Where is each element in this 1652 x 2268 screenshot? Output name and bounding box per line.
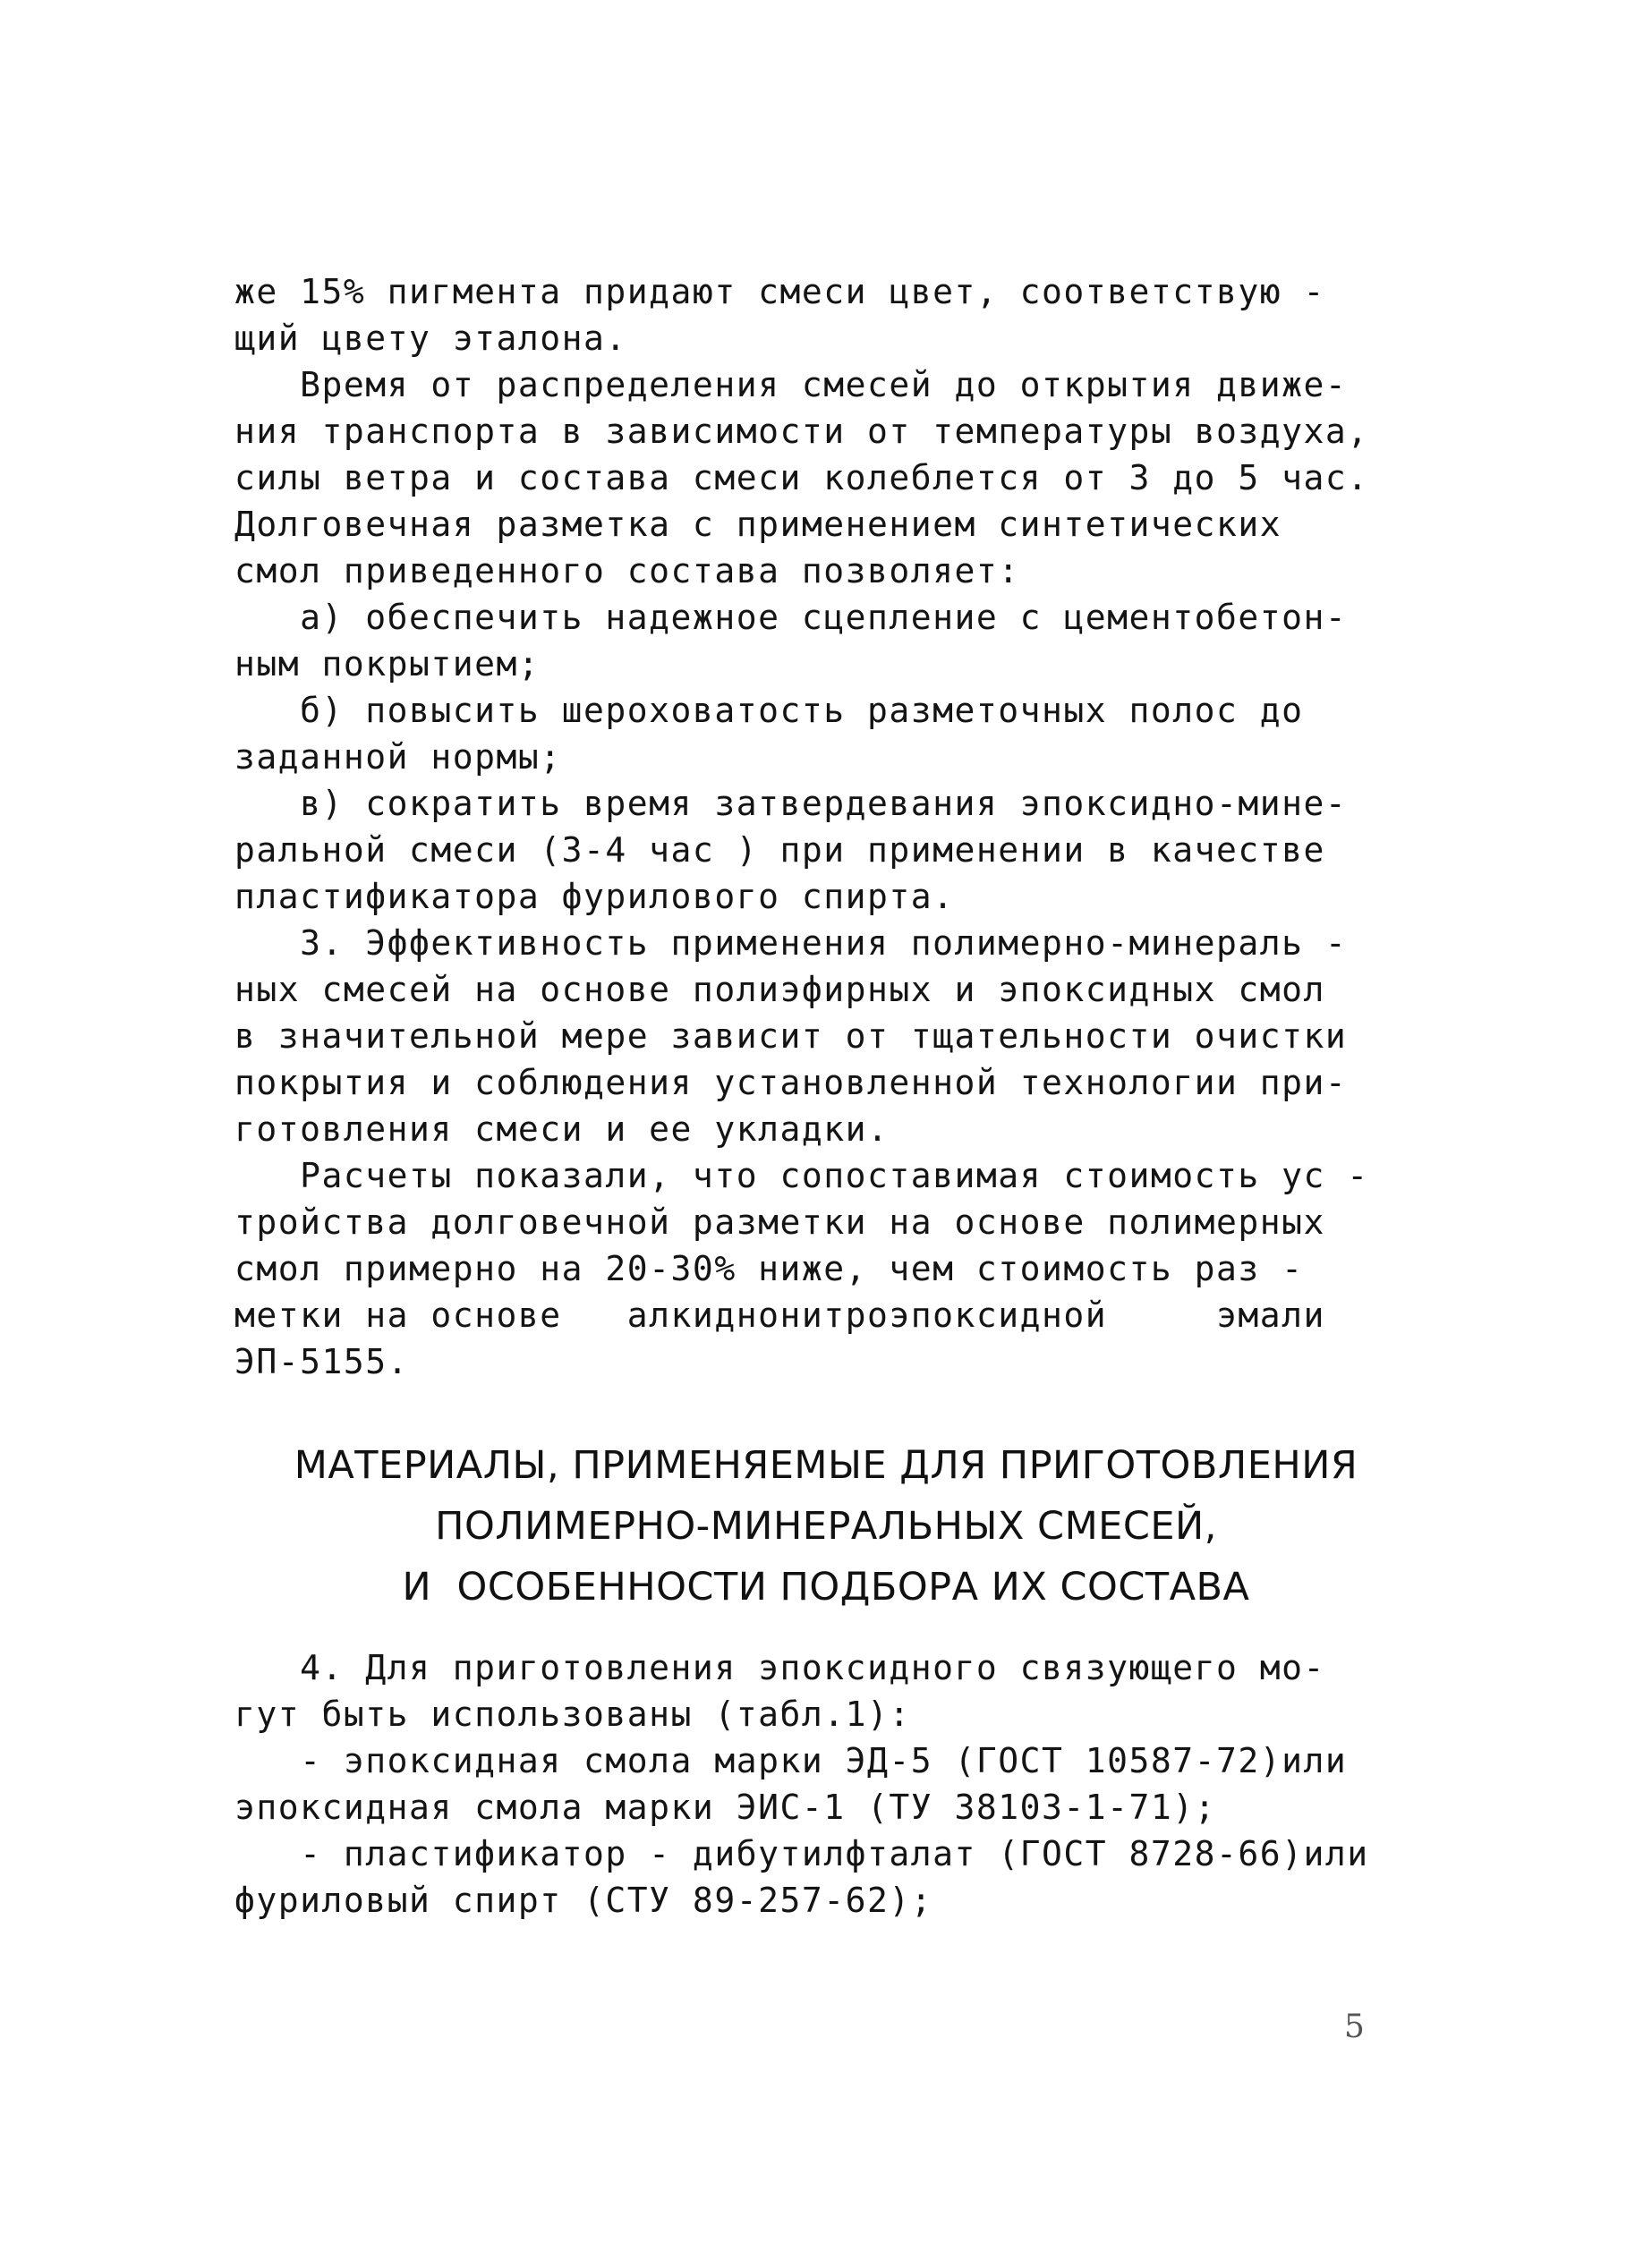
body-line: пластификатора фурилового спирта. <box>234 877 955 916</box>
section-line: 4. Для приготовления эпоксидного связующего мо- <box>234 1648 1325 1687</box>
body-line: Расчеты показали, что сопоставимая стоимость ус - <box>234 1156 1369 1195</box>
body-line: смол приведенного состава позволяет: <box>234 551 1020 590</box>
body-line: ральной смеси (3-4 час ) при применении в качестве <box>234 830 1325 870</box>
section-line: - пластификатор - дибутилфталат (ГОСТ 8728-66)или <box>234 1834 1369 1873</box>
section-heading-line: ПОЛИМЕРНО-МИНЕРАЛЬНЫХ СМЕСЕЙ, <box>435 1504 1217 1549</box>
body-line: в) сократить время затвердевания эпоксидно-мине- <box>234 784 1348 823</box>
body-line: щий цвету эталона. <box>234 319 627 358</box>
body-line: а) обеспечить надежное сцепление с цементобетон- <box>234 598 1348 637</box>
body-line: ЭП-5155. <box>234 1342 410 1381</box>
body-line: ных смесей на основе полиэфирных и эпоксидных смол <box>234 970 1325 1009</box>
section-line: эпоксидная смола марки ЭИС-1 (ТУ 38103-1-71); <box>234 1788 1217 1827</box>
section-line: гут быть использованы (табл.1): <box>234 1695 911 1734</box>
section-line: - эпоксидная смола марки ЭД-5 (ГОСТ 10587-72)или <box>234 1741 1348 1780</box>
body-line: в значительной мере зависит от тщательности очистки <box>234 1016 1348 1056</box>
body-line: ным покрытием; <box>234 644 541 684</box>
body-line: ния транспорта в зависимости от температуры воздуха, <box>234 412 1369 451</box>
section-heading-line: И ОСОБЕННОСТИ ПОДБОРА ИХ СОСТАВА <box>402 1565 1250 1610</box>
body-line: заданной нормы; <box>234 737 562 777</box>
body-line: смол примерно на 20-30% ниже, чем стоимость раз - <box>234 1249 1304 1288</box>
body-line: Долговечная разметка с применением синтетических <box>234 505 1282 544</box>
body-line: тройства долговечной разметки на основе полимерных <box>234 1202 1325 1242</box>
section-heading-line: МАТЕРИАЛЫ, ПРИМЕНЯЕМЫЕ ДЛЯ ПРИГОТОВЛЕНИЯ <box>294 1443 1358 1488</box>
body-line: метки на основе алкиднонитроэпоксидной эмали <box>234 1295 1325 1335</box>
body-line: покрытия и соблюдения установленной технологии при- <box>234 1063 1348 1102</box>
body-line: б) повысить шероховатость разметочных полос до <box>234 691 1304 730</box>
body-line: силы ветра и состава смеси колеблется от 3 до 5 час. <box>234 458 1369 497</box>
section-line: фуриловый спирт (СТУ 89-257-62); <box>234 1881 933 1920</box>
body-line: готовления смеси и ее укладки. <box>234 1109 890 1149</box>
page-number: 5 <box>1344 2009 1365 2045</box>
body-line: 3. Эффективность применения полимерно-минераль - <box>234 923 1348 963</box>
body-line: Время от распределения смесей до открытия движе- <box>234 365 1348 404</box>
body-line: же 15% пигмента придают смеси цвет, соответствую - <box>234 272 1325 311</box>
